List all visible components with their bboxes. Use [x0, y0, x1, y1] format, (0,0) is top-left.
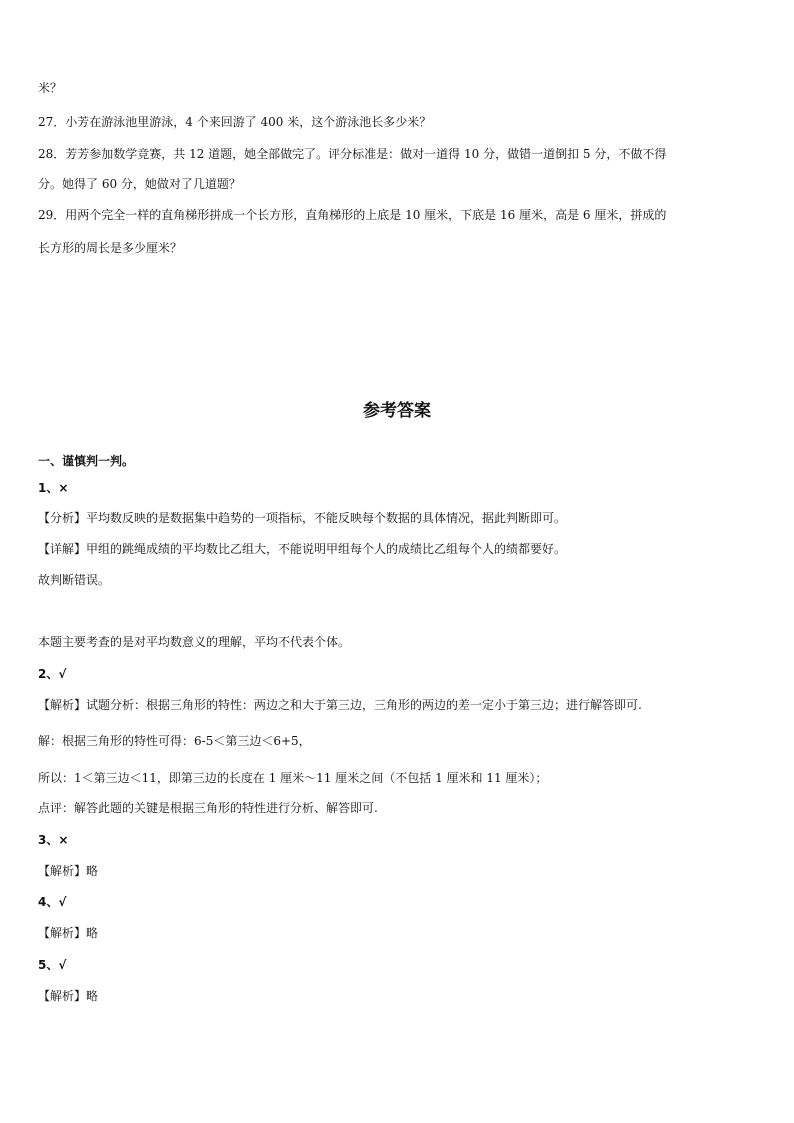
answer-3-label: 3、× — [38, 833, 69, 847]
answer-2-therefore: 所以：1＜第三边＜11，即第三边的长度在 1 厘米～11 厘米之间（不包括 1 厘米和 11 厘米）； — [38, 771, 548, 785]
answer-1-conclusion: 故判断错误。 — [38, 573, 111, 587]
answer-3-analysis: 【解析】略 — [38, 864, 99, 878]
question-27: 27．小芳在游泳池里游泳，4 个来回游了 400 米，这个游泳池长多少米？ — [38, 115, 432, 129]
answer-2-comment: 点评：解答此题的关键是根据三角形的特性进行分析、解答即可. — [38, 801, 378, 815]
answer-2-analysis: 【解析】试题分析：根据三角形的特性：两边之和大于第三边，三角形的两边的差一定小于第三边；进行解答即可. — [38, 698, 642, 712]
answer-1-analysis: 【分析】平均数反映的是数据集中趋势的一项指标，不能反映每个数据的具体情况，据此判断即可。 — [38, 511, 567, 525]
answer-4-label: 4、√ — [38, 895, 67, 909]
answer-1-label: 1、× — [38, 481, 69, 495]
answer-1-detail: 【详解】甲组的跳绳成绩的平均数比乙组大，不能说明甲组每个人的成绩比乙组每个人的绩都要好。 — [38, 542, 567, 556]
answer-key-title: 参考答案 — [363, 401, 431, 421]
question-28-line-2: 分。她得了 60 分，她做对了几道题？ — [38, 177, 241, 191]
answer-4-analysis: 【解析】略 — [38, 926, 99, 940]
answer-2-label: 2、√ — [38, 667, 67, 681]
answer-5-analysis: 【解析】略 — [38, 989, 99, 1003]
answer-2-solution: 解：根据三角形的特性可得：6-5＜第三边＜6+5， — [38, 734, 311, 748]
question-28-line-1: 28．芳芳参加数学竞赛，共 12 道题，她全部做完了。评分标准是：做对一道得 10 分，做错一道倒扣 5 分，不做不得 — [38, 147, 667, 161]
question-26-continuation: 米？ — [38, 81, 63, 95]
answer-5-label: 5、√ — [38, 958, 67, 972]
answer-1-summary: 本题主要考查的是对平均数意义的理解，平均不代表个体。 — [38, 635, 351, 649]
question-29-line-1: 29．用两个完全一样的直角梯形拼成一个长方形，直角梯形的上底是 10 厘米，下底是 16 厘米，高是 6 厘米，拼成的 — [38, 208, 667, 222]
section-heading: 一、谨慎判一判。 — [38, 454, 135, 468]
question-29-line-2: 长方形的周长是多少厘米？ — [38, 241, 183, 255]
